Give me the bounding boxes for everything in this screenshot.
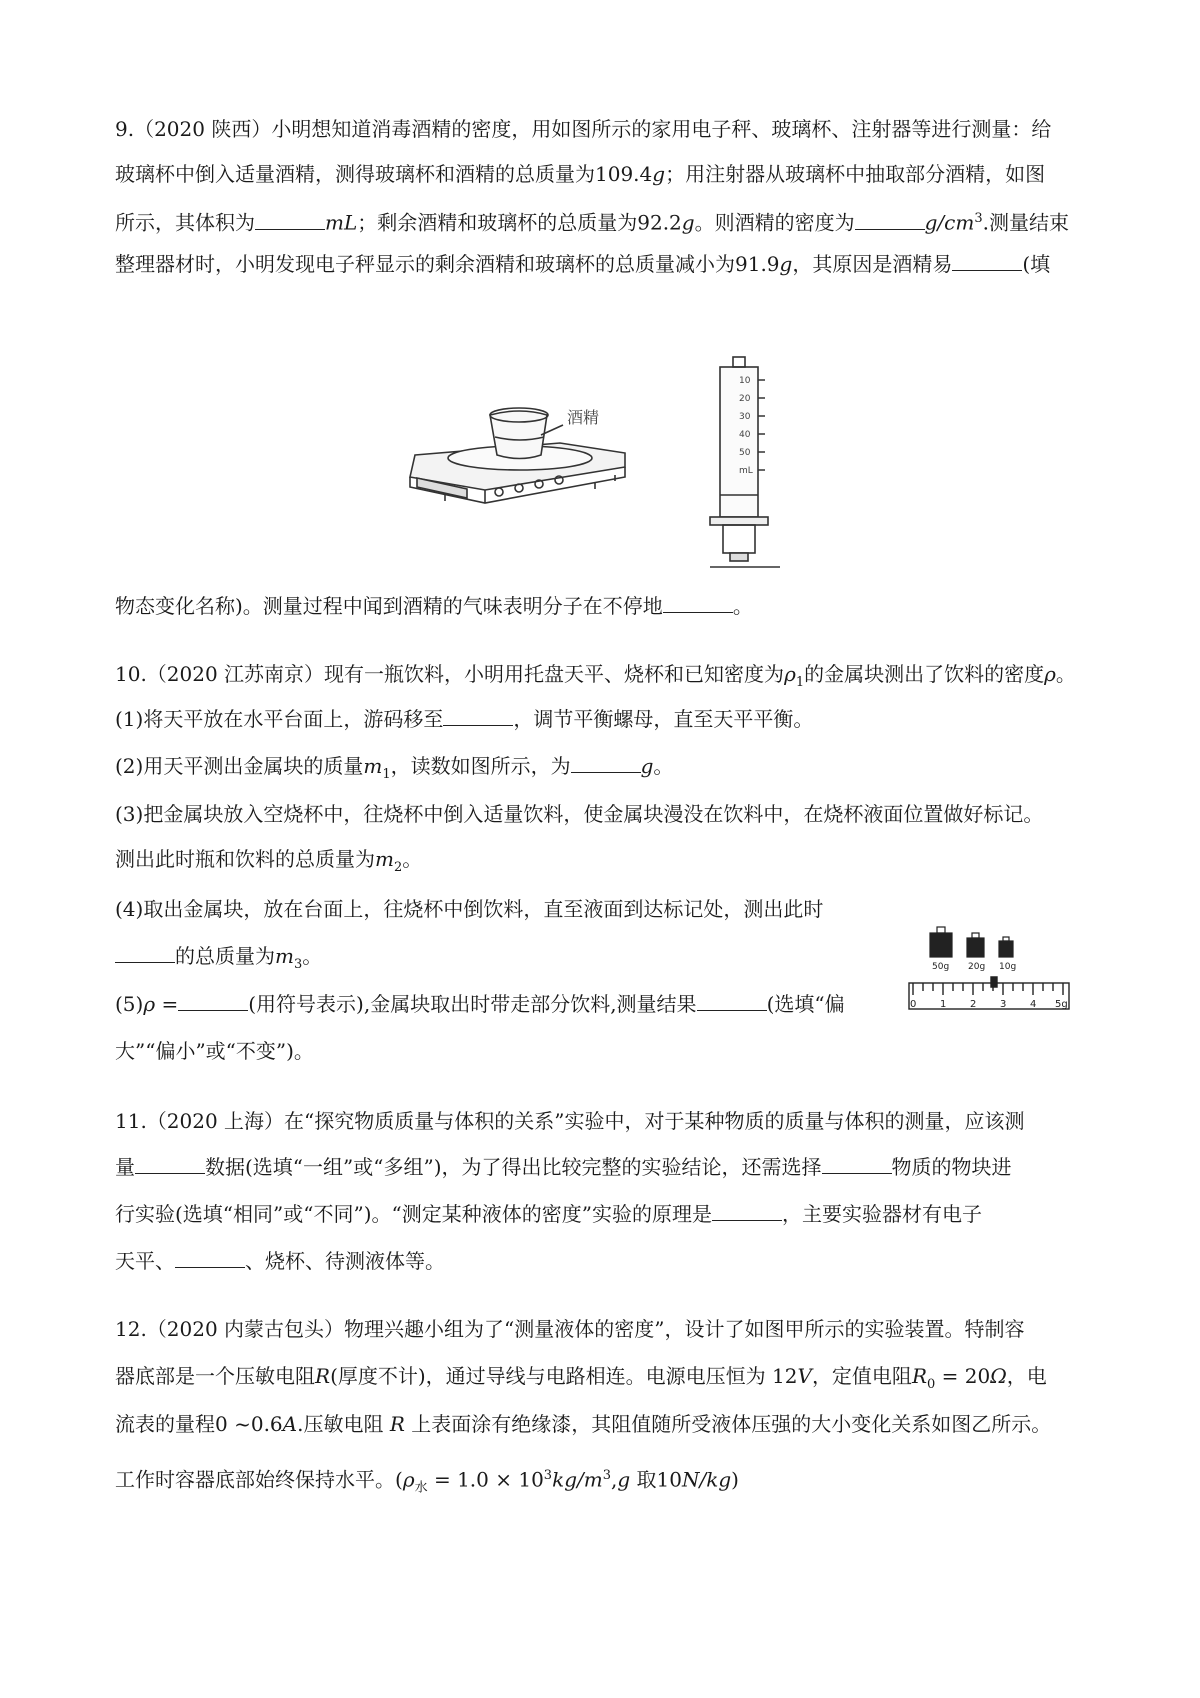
syringe-tick: mL — [739, 466, 753, 476]
q11-line-3: 行实验(选填“相同”或“不同”)。“测定某种液体的密度”实验的原理是 ，主要实验器材有电子 — [115, 1202, 982, 1226]
answer-blank[interactable] — [175, 1247, 245, 1268]
ruler-label: 4 — [1030, 999, 1037, 1010]
ruler-label: 2 — [970, 999, 977, 1010]
ruler-label: 5g — [1055, 999, 1068, 1010]
weight-label: 50g — [932, 962, 950, 972]
ruler-label: 1 — [940, 999, 947, 1010]
q10-step-2: (2)用天平测出金属块的质量$m_1$，读数如图所示，为 g。 — [115, 754, 674, 782]
answer-blank[interactable] — [952, 250, 1022, 271]
q9-line-5: 物态变化名称)。测量过程中闻到酒精的气味表明分子在不停地 。 — [115, 594, 753, 618]
q10-step-1: (1)将天平放在水平台面上，游码移至 ，调节平衡螺母，直至天平平衡。 — [115, 707, 814, 731]
q10-step-3-cont: 测出此时瓶和饮料的总质量为$m_2$。 — [115, 847, 423, 875]
q12-line-2: 器底部是一个压敏电阻R(厚度不计)，通过导线与电路相连。电源电压恒为 12V，定值电阻$R_0 = 20\Omega$，电 — [115, 1364, 1047, 1392]
q12-line-4: 工作时容器底部始终保持水平。($\rho_水 = 1.0 \times 10^3kg/m^3,g$ 取10N/kg) — [115, 1467, 739, 1496]
weights-ruler-figure — [905, 925, 1075, 1025]
q11-line-1: 11.（2020 上海）在“探究物质质量与体积的关系”实验中，对于某种物质的质量与体积的测量，应该测 — [115, 1109, 1025, 1133]
answer-blank[interactable] — [855, 209, 925, 230]
q9-line-4: 整理器材时，小明发现电子秤显示的剩余酒精和玻璃杯的总质量减小为91.9g，其原因是酒精易 (填 — [115, 252, 1051, 276]
syringe-tick: 40 — [739, 430, 751, 440]
answer-blank[interactable] — [115, 942, 175, 963]
answer-blank[interactable] — [178, 990, 248, 1011]
electronic-scale-figure — [395, 395, 635, 525]
q10-step-5: (5)ρ = (用符号表示),金属块取出时带走部分饮料,测量结果 (选填“偏 — [115, 992, 845, 1016]
weight-label: 20g — [968, 962, 986, 972]
q11-line-4: 天平、 、烧杯、待测液体等。 — [115, 1249, 445, 1273]
weight-label: 10g — [999, 962, 1017, 972]
q10-step-3: (3)把金属块放入空烧杯中，往烧杯中倒入适量饮料，使金属块漫没在饮料中，在烧杯液面位置做好标记。 — [115, 802, 1044, 826]
answer-blank[interactable] — [697, 990, 767, 1011]
q10-step-5-cont: 大”“偏小”或“不变”)。 — [115, 1039, 314, 1063]
q12-line-3: 流表的量程0 ~0.6A.压敏电阻 R 上表面涂有绝缘漆，其阻值随所受液体压强的大小变化关系如图乙所示。 — [115, 1412, 1052, 1436]
scale-label-text: 酒精 — [567, 408, 600, 427]
syringe-tick: 30 — [739, 412, 751, 422]
syringe-tick: 10 — [739, 376, 751, 386]
answer-blank[interactable] — [663, 592, 733, 613]
answer-blank[interactable] — [822, 1153, 892, 1174]
answer-blank[interactable] — [571, 752, 641, 773]
answer-blank[interactable] — [135, 1153, 205, 1174]
q9-line-2: 玻璃杯中倒入适量酒精，测得玻璃杯和酒精的总质量为109.4g；用注射器从玻璃杯中抽取部分酒精，如图 — [115, 162, 1046, 186]
q9-line-3: 所示，其体积为 mL；剩余酒精和玻璃杯的总质量为92.2g。则酒精的密度为 $g/cm^3$.测量结束 — [115, 210, 1069, 235]
q11-line-2: 量 数据(选填“一组”或“多组”)，为了得出比较完整的实验结论，还需选择 物质的物块进 — [115, 1155, 1012, 1179]
answer-blank[interactable] — [712, 1200, 782, 1221]
q12-line-1: 12.（2020 内蒙古包头）物理兴趣小组为了“测量液体的密度”，设计了如图甲所示的实验装置。特制容 — [115, 1317, 1025, 1341]
answer-blank[interactable] — [255, 209, 325, 230]
syringe-figure — [705, 355, 795, 570]
ruler-label: 0 — [910, 999, 917, 1010]
q9-line-1: 9.（2020 陕西）小明想知道消毒酒精的密度，用如图所示的家用电子秤、玻璃杯、注射器等进行测量：给 — [115, 117, 1052, 141]
ruler-label: 3 — [1000, 999, 1007, 1010]
q10-line-1: 10.（2020 江苏南京）现有一瓶饮料，小明用托盘天平、烧杯和已知密度为$\rho_1$的金属块测出了饮料的密度ρ。 — [115, 662, 1076, 690]
q10-step-4: (4)取出金属块，放在台面上，往烧杯中倒饮料，直至液面到达标记处，测出此时 — [115, 897, 824, 921]
syringe-tick: 20 — [739, 394, 751, 404]
q10-step-4-cont: 的总质量为$m_3$。 — [115, 942, 322, 979]
syringe-tick: 50 — [739, 448, 751, 458]
answer-blank[interactable] — [443, 705, 513, 726]
